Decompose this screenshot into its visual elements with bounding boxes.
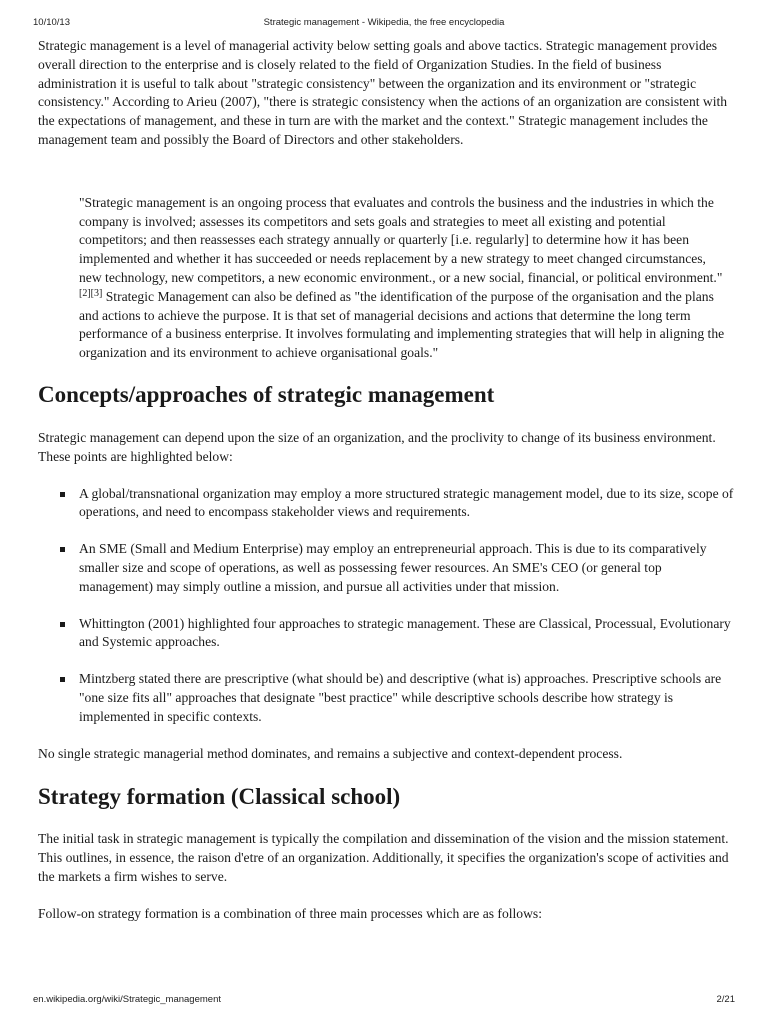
list-item [38, 615, 733, 653]
bullet-icon [60, 622, 65, 627]
concepts-closing: No single strategic managerial method dominates, and remains a subjective and context-dependent process. [38, 745, 623, 761]
list-item [38, 670, 733, 726]
page-number: 2/21 [716, 994, 735, 1005]
bullet-icon [60, 677, 65, 682]
article-content [38, 37, 733, 924]
quote-text-1: "Strategic management is an ongoing process that evaluates and controls the business and the industries in which the company is involved; assesses its competitors and sets goals and strategies to meet all existing and potential competitors; and then reassesses each strategy annually or quarterly [i.e. regularly] to determine how it has been implemented and whether it has succeeded or needs replacement by a new strategy to meet changed circumstances, new technology, new competitors, a new economic environment., or a new social, financial, or political environment." [79, 194, 723, 285]
definition-quote [79, 194, 729, 363]
list-item-text: An SME (Small and Medium Enterprise) may employ an entrepreneurial approach. This is due to its comparatively smaller size and scope of operations, as well as possessing fewer resources. An SME's CEO (or general top management) may simply outline a mission, and pursue all activities under that mission. [79, 541, 707, 594]
strategy-paragraph-1: The initial task in strategic management is typically the compilation and dissemination of the vision and the mission statement. This outlines, in essence, the raison d'etre of an organization. Additionally, it specifies the organization's scope of activities and the markets a firm wishes to serve. [38, 831, 729, 884]
list-item-text: A global/transnational organization may employ a more structured strategic management model, due to its size, scope of operations, and need to encompass stakeholder views and requirements. [79, 485, 734, 520]
concepts-heading: Concepts/approaches of strategic management [38, 381, 495, 407]
list-item [38, 540, 733, 596]
citation-refs[interactable]: [2][3] [79, 287, 103, 299]
intro-paragraph: Strategic management is a level of managerial activity below setting goals and above tactics. Strategic management provides overall direction to the enterprise and is closely related to the field of Organization Studies. In the field of business administration it is useful to talk about "strategic consistency" between the organization and its environment or "strategic consistency." According to Arieu (2007), "there is strategic consistency when the actions of an organization are consistent with the expectations of management, and these in turn are with the market and the context." Strategic management includes the management team and possibly the Board of Directors and other stakeholders. [38, 38, 728, 147]
strategy-heading: Strategy formation (Classical school) [38, 784, 401, 810]
list-item [38, 485, 733, 523]
bullet-icon [60, 547, 65, 552]
bullet-icon [60, 492, 65, 497]
strategy-paragraph-2: Follow-on strategy formation is a combination of three main processes which are as follows: [38, 905, 542, 921]
list-item-text: Whittington (2001) highlighted four approaches to strategic management. These are Classical, Processual, Evolutionary and Systemic approaches. [79, 615, 731, 650]
page-url: en.wikipedia.org/wiki/Strategic_management [33, 994, 221, 1005]
concepts-list [38, 485, 733, 727]
list-item-text: Mintzberg stated there are prescriptive (what should be) and descriptive (what is) approaches. Prescriptive schools are "one size fits all" approaches that designate "best practice" while descriptive schools describe how strategy is implemented in specific contexts. [79, 671, 722, 724]
print-date: 10/10/13 [33, 17, 70, 28]
quote-text-2: Strategic Management can also be defined as "the identification of the purpose of the organisation and the plans and actions to achieve the purpose. It is that set of managerial decisions and actions that determine the long term performance of a business enterprise. It involves formulating and implementing strategies that will help in aligning the organization and its environment to achieve organisational goals." [79, 288, 725, 361]
page-title: Strategic management - Wikipedia, the free encyclopedia [263, 17, 505, 28]
concepts-lead: Strategic management can depend upon the size of an organization, and the proclivity to change of its business environment. These points are highlighted below: [38, 429, 716, 464]
